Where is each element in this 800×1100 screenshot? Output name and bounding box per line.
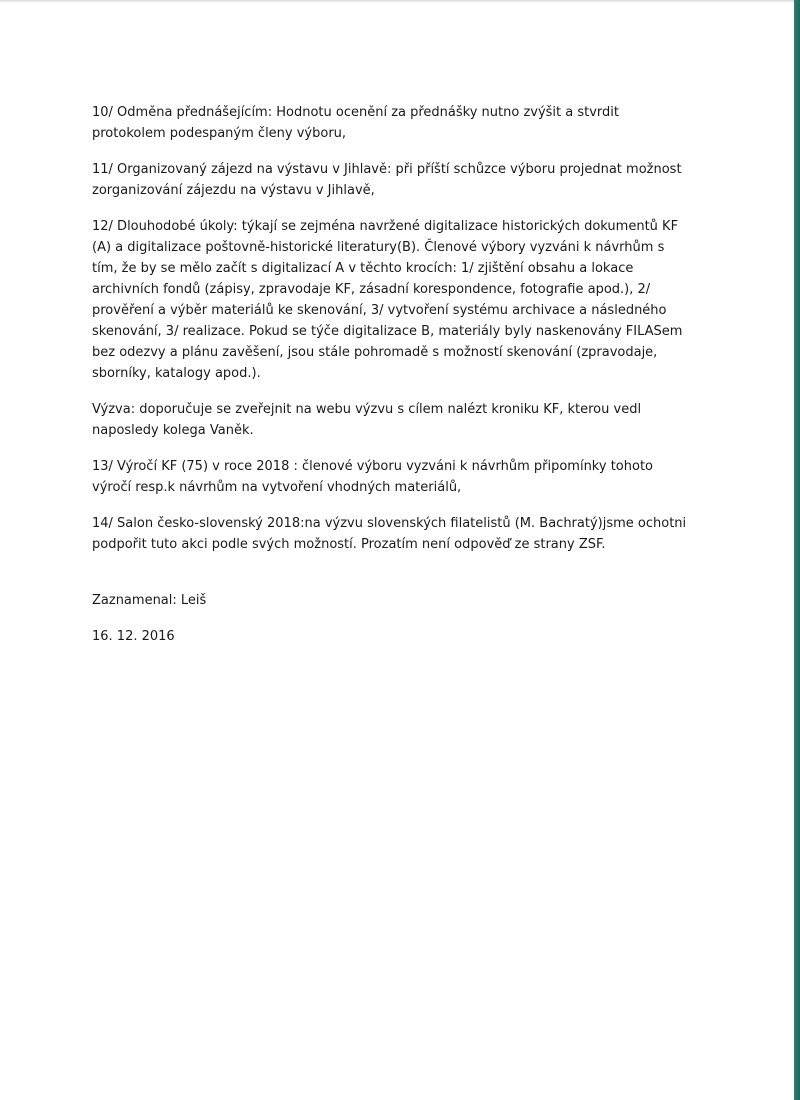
scan-right-edge [794,0,800,1100]
signature-block [92,590,206,662]
item-11-trip: 11/ Organizovaný zájezd na výstavu v Jihlavě: při příští schůzce výboru projednat možnost zorganizování zájezdu na výstavu v Jihlavě, [92,162,682,198]
item-10-reward: 10/ Odměna přednášejícím: Hodnotu ocenění za přednášky nutno zvýšit a stvrdit protokolem podespaným členy výboru, [92,105,620,141]
item-14-salon: 14/ Salon česko-slovenský 2018:na výzvu slovenských filatelistů (M. Bachratý)jsme ochotni podpořit tuto akci podle svých možností. Prozatím není odpověď ze strany ZSF. [92,516,687,552]
call-to-action: Výzva: doporučuje se zveřejnit na webu výzvu s cílem nalézt kroniku KF, kterou vedl naposledy kolega Vaněk. [92,402,642,438]
document-date: 16. 12. 2016 [92,629,175,644]
document-body [92,102,692,570]
item-13-anniversary: 13/ Výročí KF (75) v roce 2018 : členové výboru vyzváni k návrhům připomínky tohoto výročí resp.k návrhům na vytvoření vhodných materiálů, [92,459,653,495]
item-12-long-term-tasks: 12/ Dlouhodobé úkoly: týkají se zejména navržené digitalizace historických dokumentů KF (A) a digitalizace poštovně-historické literatury(B). Členové výbory vyzváni k návrhům s tím, že by se mělo začít s digitalizací A v těchto krocích: 1/ zjištění obsahu a lokace archivních fondů (zápisy, zpravodaje KF, zásadní korespondence, fotografie apod.), 2/ prověření a výběr materiálů ke skenování, 3/ vytvoření systému archivace a následného skenování, 3/ realizace. Pokud se týče digitalizace B, materiály byly naskenovány FILASem bez odezvy a plánu zavěšení, jsou stále pohromadě s možností skenování (zpravodaje, sborníky, katalogy apod.). [92,219,683,381]
recorded-by: Zaznamenal: Leiš [92,593,207,608]
